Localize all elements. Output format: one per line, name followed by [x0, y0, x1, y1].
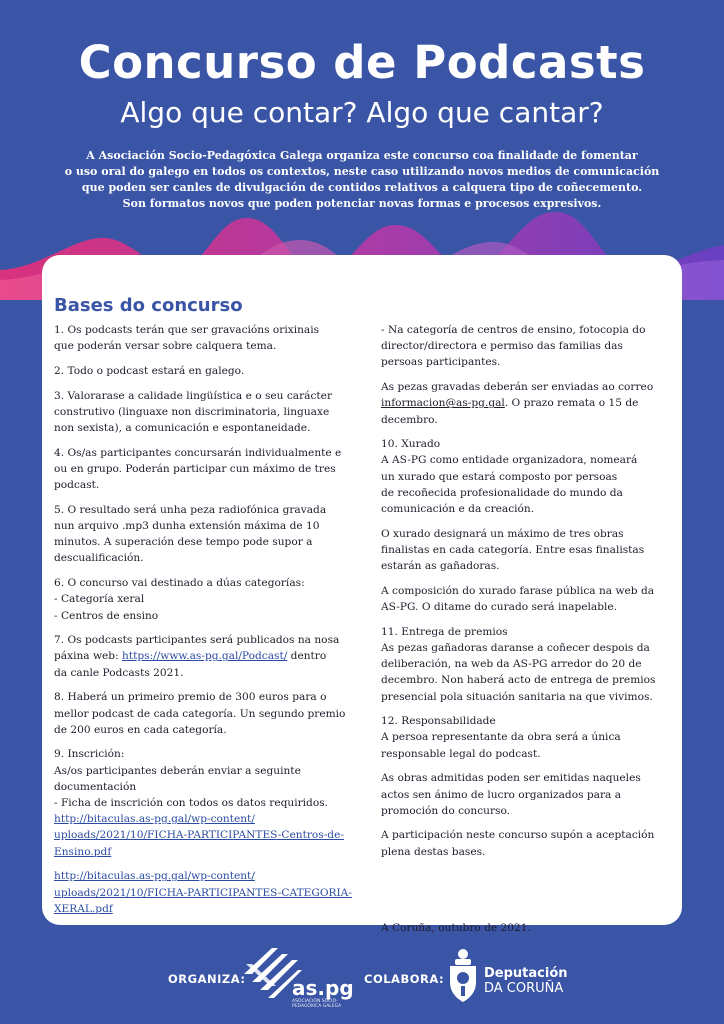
text-line: ou en grupo. Poderán participar cun máximo de tres	[54, 462, 336, 475]
bases-card	[42, 255, 682, 934]
text-line: 11. Entrega de premios	[381, 625, 508, 638]
rule-9-continued	[381, 322, 671, 371]
text-fragment: páxina web:	[54, 650, 123, 663]
rule-11	[381, 624, 671, 705]
text-line: As pezas gañadoras daranse a coñecer despois da	[381, 641, 650, 654]
text-line: 7. Os podcasts participantes será publicados na nosa	[54, 634, 340, 647]
text-line: que poderán versar sobre calquera tema.	[54, 340, 277, 353]
rule-7	[54, 632, 364, 681]
text-line: minutos. A superación dese tempo pode supor a	[54, 536, 313, 549]
text-line: A persoa representante da obra será a única	[381, 731, 621, 744]
form-link-xeral-line[interactable]: uploads/2021/10/FICHA-PARTICIPANTES-CATEGORIA-	[54, 886, 352, 899]
text-line: 3. Valorarase a calidade lingüística e o seu carácter	[54, 389, 333, 402]
bases-title: Bases do concurso	[54, 295, 243, 316]
text-line: 4. Os/as participantes concursarán individualmente e	[54, 446, 342, 459]
text-line: responsable legal do podcast.	[381, 747, 541, 760]
text-line: estarán as gañadoras.	[381, 560, 500, 573]
text-line: de 200 euros en cada categoría.	[54, 723, 227, 736]
text-line: decembro.	[381, 413, 438, 426]
rule-4	[54, 445, 364, 494]
text-line: 1. Os podcasts terán que ser gravacións orixinais	[54, 324, 320, 336]
rule-1	[54, 322, 364, 354]
text-line: 5. O resultado será unha peza radiofónica gravada	[54, 503, 327, 516]
rule-3	[54, 388, 364, 437]
text-line: construtivo (linguaxe non discriminatoria, linguaxe	[54, 405, 330, 418]
text-line: descualificación.	[54, 552, 144, 565]
intro-line: Son formatos novos que poden potenciar novas formas e procesos expresivos.	[122, 197, 602, 210]
text-line: - Na categoría de centros de ensino, fotocopia do	[381, 324, 646, 336]
signature-date: A Coruña, outubro de 2021.	[381, 921, 531, 934]
text-line: director/directora e permiso das familias das	[381, 340, 623, 353]
page-title: Concurso de Podcasts	[78, 36, 646, 89]
rule-9	[54, 746, 364, 811]
coat-of-arms-icon	[446, 948, 480, 1004]
text-line: A composición do xurado farase pública na web da	[381, 584, 655, 597]
text-line	[54, 648, 364, 664]
text-line: - Centros de ensino	[54, 609, 159, 622]
text-line: As obras admitidas poden ser emitidas naqueles	[381, 772, 641, 785]
acceptance-info	[381, 827, 671, 859]
submission-info	[381, 379, 671, 428]
jury-composition	[381, 583, 671, 615]
text-line: finalistas en cada categoría. Entre esas finalistas	[381, 543, 645, 556]
deputacion-line-1: Deputación	[484, 966, 568, 981]
text-line: documentación	[54, 780, 137, 793]
form-link-centros	[54, 811, 364, 860]
text-line: 2. Todo o podcast estará en galego.	[54, 364, 245, 377]
form-link-xeral-line[interactable]: http://bitaculas.as-pg.gal/wp-content/	[54, 870, 255, 883]
text-line: promoción do concurso.	[381, 804, 511, 817]
intro-line: A Asociación Socio-Pedagóxica Galega organiza este concurso coa finalidade de fomentar	[86, 149, 638, 162]
deputacion-logo	[446, 948, 586, 1008]
text-line: plena destas bases.	[381, 845, 486, 858]
podcast-page-link[interactable]: https://www.as-pg.gal/Podcast/	[122, 650, 288, 663]
text-line: actos sen ánimo de lucro organizados para a	[381, 788, 622, 801]
text-line: - Categoría xeral	[54, 593, 145, 606]
bases-left-column	[54, 322, 364, 926]
page-subtitle: Algo que contar? Algo que cantar?	[120, 96, 604, 129]
rule-10	[381, 436, 671, 517]
text-line: 6. O concurso vai destinado a dúas categorías:	[54, 577, 305, 590]
text-line: persoas participantes.	[381, 356, 501, 369]
text-fragment: . O prazo remata o 15 de	[504, 397, 639, 410]
text-line: 12. Responsabilidade	[381, 715, 496, 728]
text-fragment: dentro	[287, 650, 327, 663]
rule-8	[54, 689, 364, 738]
form-link-xeral	[54, 868, 364, 917]
bases-right-column	[381, 322, 671, 945]
jury-finalists	[381, 526, 671, 575]
text-line: O xurado designará un máximo de tres obras	[381, 527, 624, 540]
text-line	[381, 395, 671, 411]
intro-line: o uso oral do galego en todos os contextos, neste caso utilizando novos medios de comunicación	[64, 165, 660, 178]
text-line: nun arquivo .mp3 dunha extensión máxima de 10	[54, 520, 320, 533]
text-line: A AS-PG como entidade organizadora, nomeará	[381, 454, 638, 467]
colabora-label: COLABORA:	[364, 972, 445, 986]
form-link-centros-line[interactable]: uploads/2021/10/FICHA-PARTICIPANTES-Centros-de-	[54, 829, 344, 842]
text-line: mellor podcast de cada categoría. Un segundo premio	[54, 707, 346, 720]
text-line: 9. Inscrición:	[54, 748, 125, 761]
form-link-xeral-line[interactable]: XERAL.pdf	[54, 902, 113, 915]
text-line: de recoñecida profesionalidade do mundo da	[381, 486, 623, 499]
deputacion-line-2: DA CORUÑA	[484, 981, 564, 996]
organiza-label: ORGANIZA:	[168, 972, 246, 986]
text-line: A participación neste concurso supón a aceptación	[381, 829, 655, 842]
text-line: - Ficha de inscrición con todos os datos requiridos.	[54, 797, 329, 810]
aspg-logo-text: as.pg	[292, 976, 354, 1000]
text-line: deliberación, na web da AS-PG arredor do 20 de	[381, 658, 642, 671]
text-line: AS-PG. O ditame do curado será inapelable.	[381, 601, 618, 614]
text-line: decembro. Non haberá acto de entrega de premios	[381, 674, 656, 687]
text-line: non sexista), a comunicación e espontaneidade.	[54, 422, 311, 435]
aspg-logo	[242, 944, 362, 1009]
text-line: comunicación e da creación.	[381, 503, 535, 516]
intro-line: que poden ser canles de divulgación de contidos relativos a calquera tipo de coñecemento.	[81, 181, 643, 194]
aspg-logo-subtext: ASOCIACIÓN SOCIO-PEDAGÓXICA GALEGA	[292, 999, 342, 1009]
rule-2	[54, 363, 364, 379]
text-line: podcast.	[54, 479, 100, 492]
rule-12	[381, 713, 671, 762]
text-line: presencial pola situación sanitaria na que vivimos.	[381, 690, 653, 703]
email-link[interactable]: informacion@as-pg.gal	[381, 397, 505, 410]
text-line: un xurado que estará composto por persoas	[381, 470, 618, 483]
deputacion-text	[484, 966, 568, 996]
text-line: 8. Haberá un primeiro premio de 300 euros para o	[54, 691, 327, 704]
text-line: As pezas gravadas deberán ser enviadas ao correo	[381, 381, 654, 394]
text-line: da canle Podcasts 2021.	[54, 666, 184, 679]
rule-5	[54, 502, 364, 567]
form-link-centros-line[interactable]: Ensino.pdf	[54, 845, 112, 858]
broadcast-info	[381, 770, 671, 819]
text-line: As/os participantes deberán enviar a seguinte	[54, 764, 301, 777]
rule-6	[54, 575, 364, 624]
form-link-centros-line[interactable]: http://bitaculas.as-pg.gal/wp-content/	[54, 813, 255, 826]
text-line: 10. Xurado	[381, 438, 441, 451]
footer	[0, 940, 724, 1024]
